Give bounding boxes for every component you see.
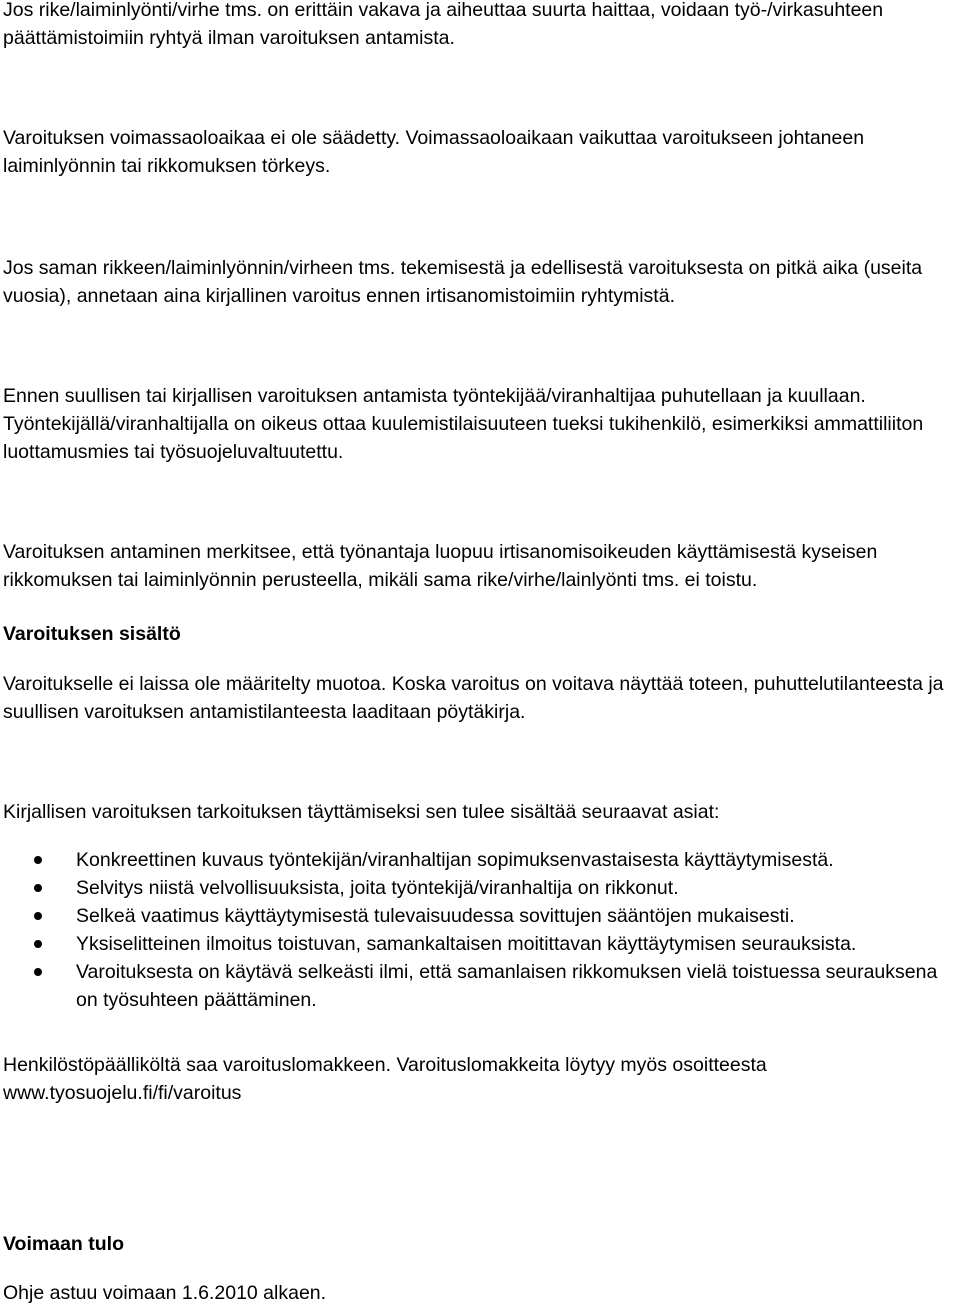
paragraph-repeat-violation: Jos saman rikkeen/laiminlyönnin/virheen tms. tekemisestä ja edellisestä varoituksesta on pitkä aika (useita vuosia), annetaan aina kirjallinen varoitus ennen irtisanomistoimiin ryhtymistä. xyxy=(3,257,923,307)
list-item xyxy=(0,902,960,930)
list-item-text: Konkreettinen kuvaus työntekijän/viranhaltijan sopimuksenvastaisesta käyttäytymisestä. xyxy=(76,849,834,871)
list-item-text: Yksiselitteinen ilmoitus toistuvan, samankaltaisen moitittavan käyttäytymisen seurauksista. xyxy=(76,933,857,955)
bullet-icon xyxy=(34,884,42,892)
list-item xyxy=(0,846,960,874)
bullet-icon xyxy=(34,940,42,948)
heading-warning-contents: Varoituksen sisältö xyxy=(3,623,181,645)
paragraph-warning-meaning: Varoituksen antaminen merkitsee, että työnantaja luopuu irtisanomisoikeuden käyttämisestä kyseisen rikkomuksen tai laiminlyönnin perusteella, mikäli sama rike/virhe/lainlyönti tms. ei toistu. xyxy=(3,541,878,591)
bullet-icon xyxy=(34,856,42,864)
list-item xyxy=(0,930,960,958)
requirements-list xyxy=(0,846,960,1014)
paragraph-effective-date: Ohje astuu voimaan 1.6.2010 alkaen. xyxy=(3,1282,327,1304)
list-item-text: Varoituksesta on käytävä selkeästi ilmi, että samanlaisen rikkomuksen vielä toistuessa seurauksena on työsuhteen päättäminen. xyxy=(76,961,938,1011)
list-item xyxy=(0,874,960,902)
paragraph-warning-form: Varoitukselle ei laissa ole määritelty muotoa. Koska varoitus on voitava näyttää toteen, puhuttelutilanteesta ja suullisen varoituksen antamistilanteesta laaditaan pöytäkirja. xyxy=(3,673,944,723)
paragraph-serious-violation: Jos rike/laiminlyönti/virhe tms. on erittäin vakava ja aiheuttaa suurta haittaa, voidaan työ-/virkasuhteen päättämistoimiin ryhtyä ilman varoituksen antamista. xyxy=(3,0,884,49)
paragraph-hearing: Ennen suullisen tai kirjallisen varoituksen antamista työntekijää/viranhaltijaa puhutellaan ja kuullaan. Työntekijällä/viranhaltijalla on oikeus ottaa kuulemistilaisuuteen tueksi tukihenkilö, esimerkiksi ammattiliiton luottamusmies tai työsuojeluvaltuutettu. xyxy=(3,385,924,463)
list-item-text: Selvitys niistä velvollisuuksista, joita työntekijä/viranhaltija on rikkonut. xyxy=(76,877,679,899)
paragraph-written-warning-requirements: Kirjallisen varoituksen tarkoituksen täyttämiseksi sen tulee sisältää seuraavat asiat: xyxy=(3,801,720,823)
bullet-icon xyxy=(34,968,42,976)
bullet-icon xyxy=(34,912,42,920)
list-item-text: Selkeä vaatimus käyttäytymisestä tulevaisuudessa sovittujen sääntöjen mukaisesti. xyxy=(76,905,795,927)
paragraph-validity-period: Varoituksen voimassaoloaikaa ei ole säädetty. Voimassaoloaikaan vaikuttaa varoitukseen johtaneen laiminlyönnin tai rikkomuksen törkeys. xyxy=(3,127,865,177)
paragraph-warning-form-source: Henkilöstöpäälliköltä saa varoituslomakkeen. Varoituslomakkeita löytyy myös osoitteesta www.tyosuojelu.fi/fi/varoitus xyxy=(3,1054,767,1104)
heading-effective-date: Voimaan tulo xyxy=(3,1233,124,1255)
list-item xyxy=(0,958,960,1014)
